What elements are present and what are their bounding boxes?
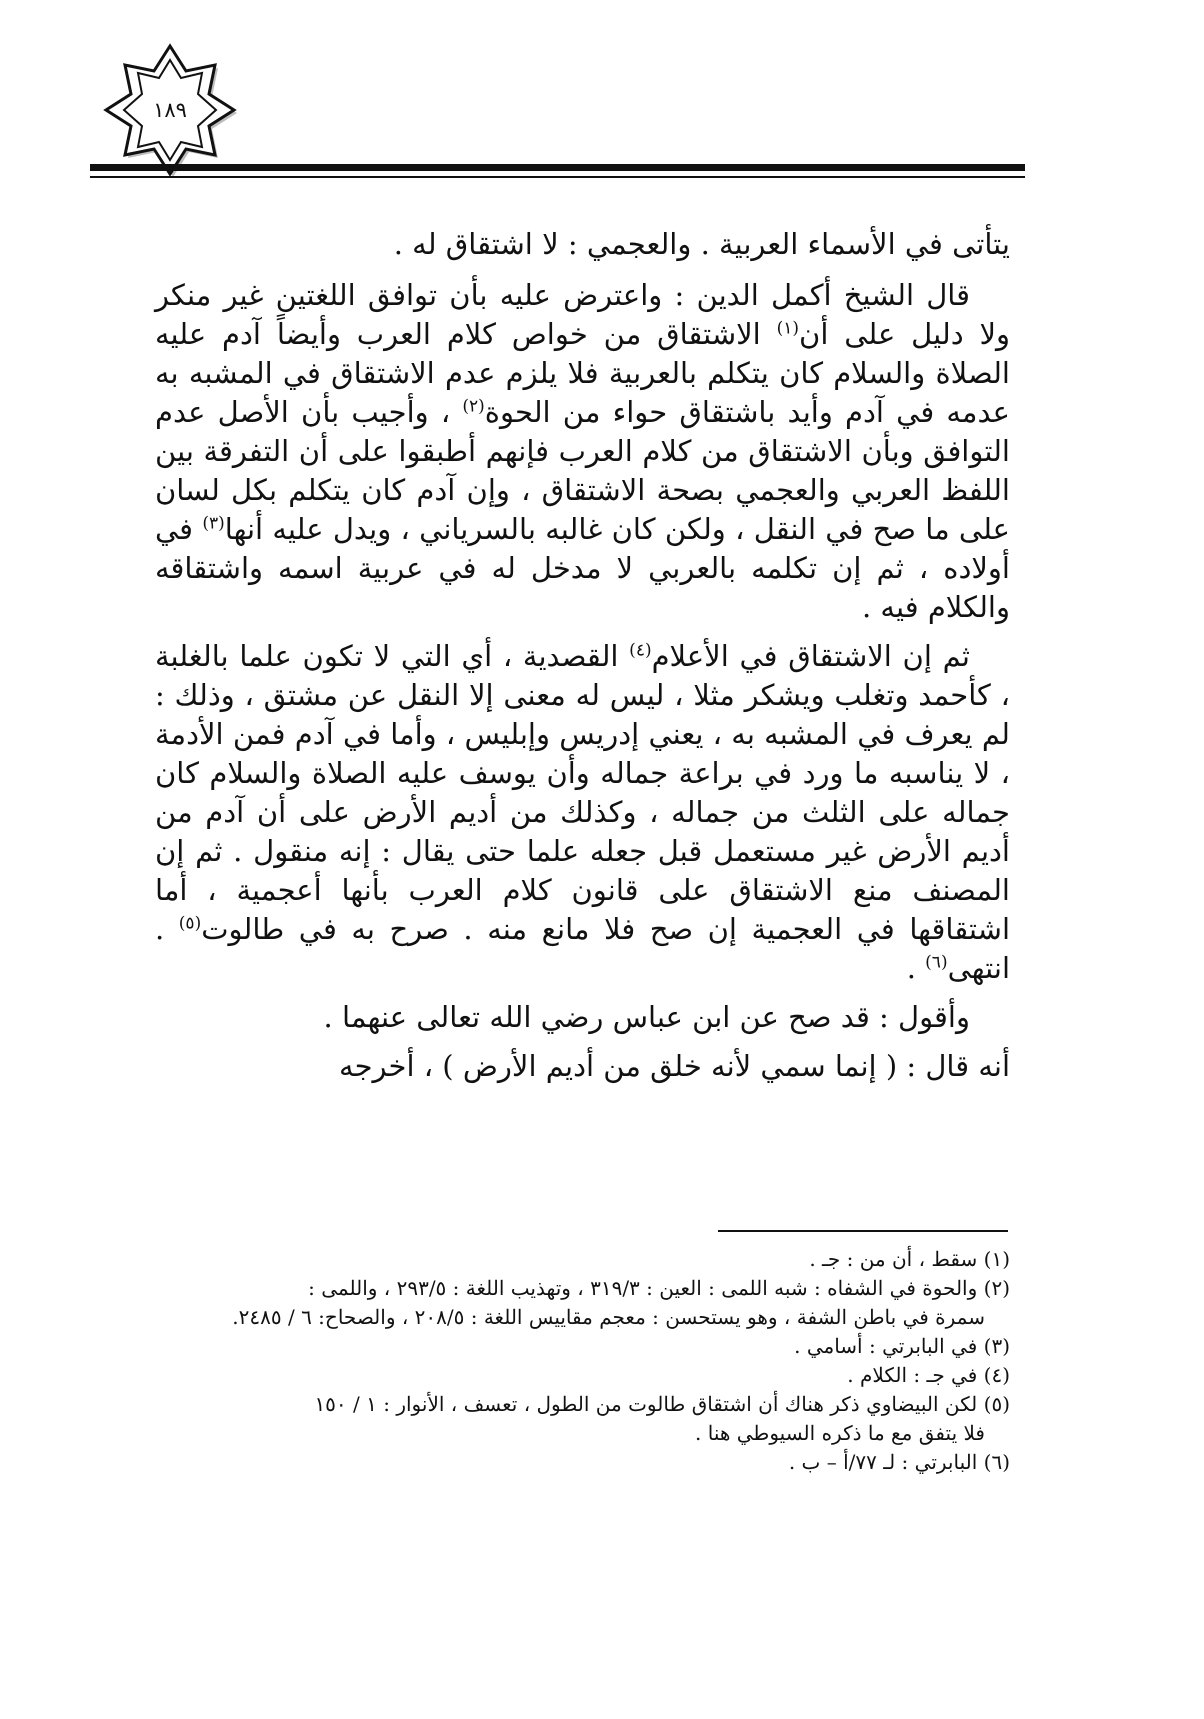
- paragraph-4: وأقول : قد صح عن ابن عباس رضي الله تعالى عنهما .: [323, 1000, 970, 1034]
- footnote-1: (١) سقط ، أن من : جـ .: [809, 1247, 1010, 1271]
- footnote-2: (٢) والحوة في الشفاه : شبه اللمى : العين : ٣١٩/٣ ، وتهذيب اللغة : ٢٩٣/٥ ، واللمى :: [308, 1276, 1010, 1300]
- paragraph-3: [155, 637, 1010, 988]
- paragraph-1: يتأتى في الأسماء العربية . والعجمي : لا اشتقاق له .: [393, 227, 1010, 261]
- paragraph-2-text-a: قال الشيخ أكمل الدين : واعترض عليه بأن توافق اللغتين غير منكر ولا دليل على أن: [155, 278, 1011, 351]
- footnote-separator: [718, 1230, 1008, 1232]
- header-rule-thick: [90, 164, 1025, 171]
- paragraph-2: [155, 276, 1010, 627]
- paragraph-2-text-d: في أولاده ، ثم إن تكلمه بالعربي لا مدخل له في عربية اسمه واشتقاقه والكلام فيه .: [155, 512, 1010, 624]
- paragraph-3-text-d: .: [906, 951, 926, 985]
- footnote-marker-4: (٤): [629, 640, 652, 661]
- footnote-marker-6: (٦): [925, 952, 948, 973]
- paragraph-2-text-b: الاشتقاق من خواص كلام العرب وأيضاً آدم عليه الصلاة والسلام كان يتكلم بالعربية فلا يلزم عدم الاشتقاق في المشبه به عدمه في آدم وأيد باشتقاق حواء من الحوة: [155, 317, 1010, 429]
- paragraph-3-text-c: . انتهى: [155, 912, 1010, 985]
- footnote-marker-2: (٢): [462, 396, 485, 417]
- paragraph-3-text-b: القصدية ، أي التي لا تكون علما بالغلبة ، كأحمد وتغلب ويشكر مثلا ، ليس له معنى إلا النقل عن مشتق ، وذلك : لم يعرف في المشبه به ، يعني إدريس وإبليس ، وأما في آدم فمن الأدمة ، لا يناسبه ما ورد في براعة جماله وأن يوسف عليه الصلاة والسلام كان جماله على الثلث من جماله ، وكذلك من أديم الأرض على أن آدم من أديم الأرض غير مستعمل قبل جعله علما حتى يقال : إنه منقول . ثم إن المصنف منع الاشتقاق على قانون كلام العرب بأنها أعجمية ، أما اشتقاقها في العجمية إن صح فلا مانع منه . صرح به في طالوت: [155, 639, 1011, 946]
- footnote-4: (٤) في جـ : الكلام .: [847, 1363, 1010, 1387]
- footnote-marker-5: (٥): [178, 913, 202, 934]
- footnote-3: (٣) في البابرتي : أسامي .: [794, 1334, 1010, 1358]
- footnote-6: (٦) البابرتي : لـ ٧٧/أ – ب .: [788, 1450, 1010, 1474]
- paragraph-2-text-c: ، وأجيب بأن الأصل عدم التوافق وبأن الاشتقاق من كلام العرب فإنهم أطبقوا على أن التفرقة بين اللفظ العربي والعجمي بصحة الاشتقاق ، وإن آدم كان يتكلم بكل لسان على ما صح في النقل ، ولكن كان غالبه بالسرياني ، ويدل عليه أنها: [155, 395, 1010, 546]
- main-text: [155, 225, 1010, 1096]
- footnote-marker-3: (٣): [202, 513, 225, 534]
- header-rule-thin: [90, 176, 1025, 178]
- paragraph-5: أنه قال : ( إنما سمي لأنه خلق من أديم الأرض ) ، أخرجه: [339, 1049, 1010, 1083]
- footnote-5: (٥) لكن البيضاوي ذكر هناك أن اشتقاق طالوت من الطول ، تعسف ، الأنوار : ١ / ١٥٠: [314, 1392, 1010, 1416]
- footnote-2-continued: سمرة في باطن الشفة ، وهو يستحسن : معجم مقاييس اللغة : ٢٠٨/٥ ، والصحاح: ٦ / ٢٤٨٥.: [232, 1305, 985, 1329]
- footnotes: [155, 1245, 1010, 1477]
- paragraph-3-text-a: ثم إن الاشتقاق في الأعلام: [651, 639, 970, 673]
- footnote-marker-1: (١): [776, 318, 800, 339]
- page-number: ١٨٩: [153, 98, 187, 122]
- footnote-5-continued: فلا يتفق مع ما ذكره السيوطي هنا .: [695, 1421, 985, 1445]
